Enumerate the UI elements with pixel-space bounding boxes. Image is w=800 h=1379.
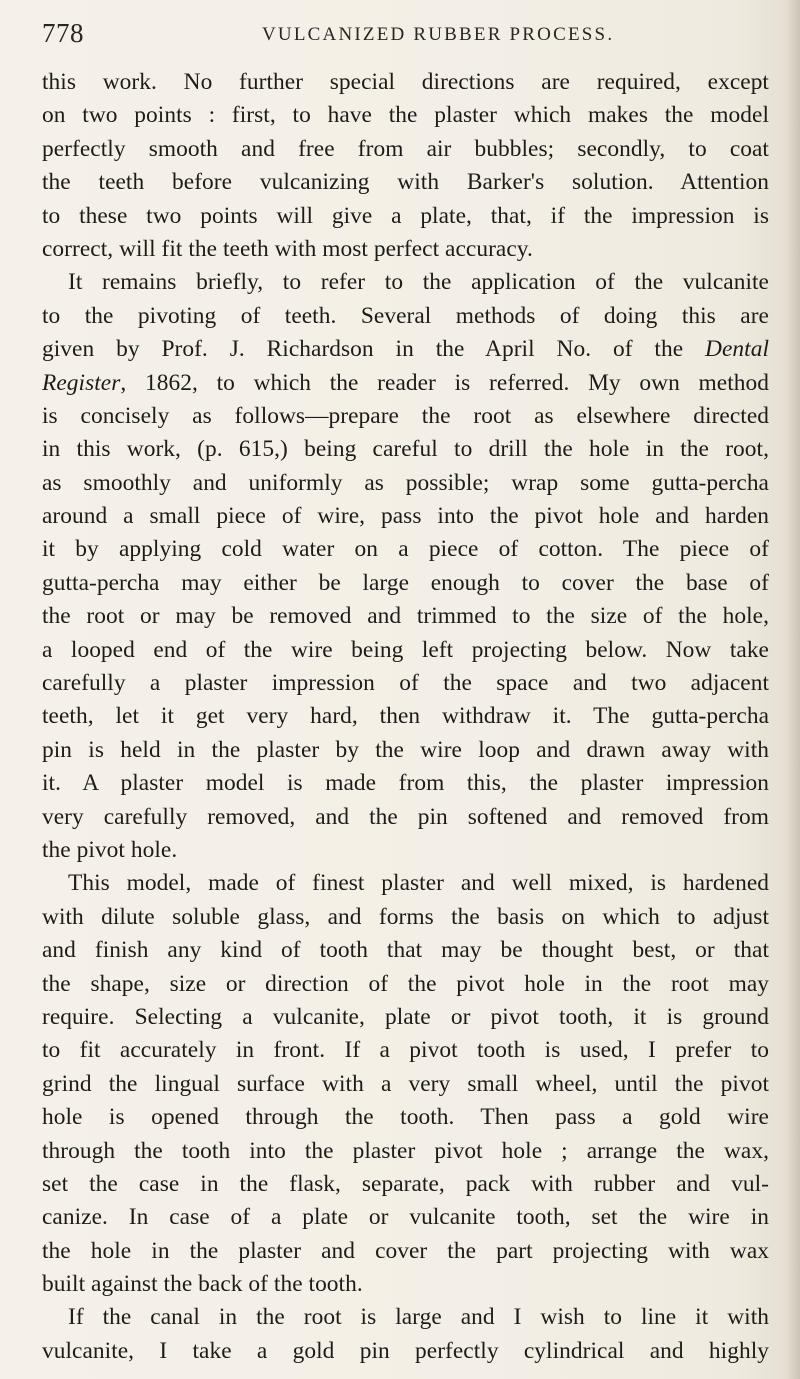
text-line: in this work, (p. 615,) being careful to drill the hole in the root,: [42, 436, 769, 463]
text-line: require. Selecting a vulcanite, plate or pivot tooth, it is ground: [42, 1003, 769, 1030]
text-line: the root or may be removed and trimmed to the size of the hole,: [42, 603, 769, 630]
text-line: very carefully removed, and the pin softened and removed from: [42, 803, 769, 830]
text-line: through the tooth into the plaster pivot hole ; arrange the wax,: [42, 1137, 769, 1164]
text-line: this work. No further special directions are required, except: [42, 69, 769, 95]
text-line: a looped end of the wire being left projecting below. Now take: [42, 636, 769, 663]
text-line: as smoothly and uniformly as possible; wrap some gutta-percha: [42, 469, 769, 496]
text-line: set the case in the flask, separate, pack with rubber and vul-: [42, 1170, 769, 1197]
text-line: It remains briefly, to refer to the application of the vulcanite: [68, 269, 769, 296]
paragraph: [42, 1301, 769, 1368]
text-line: teeth, let it get very hard, then withdraw it. The gutta-percha: [42, 703, 769, 730]
text-line: hole is opened through the tooth. Then pass a gold wire: [42, 1104, 769, 1131]
paragraph: [42, 867, 769, 1301]
page-edge-shadow: [786, 0, 800, 1379]
running-head: VULCANIZED RUBBER PROCESS.: [262, 24, 615, 45]
text-line: to these two points will give a plate, that, if the impression is: [42, 202, 769, 229]
text-line: the hole in the plaster and cover the part projecting with wax: [42, 1237, 769, 1264]
text-line: the teeth before vulcanizing with Barker's solution. Attention: [42, 169, 769, 196]
text-line: carefully a plaster impression of the space and two adjacent: [42, 670, 769, 697]
text-line: Register, 1862, to which the reader is referred. My own method: [42, 369, 769, 396]
text-line: canize. In case of a plate or vulcanite tooth, set the wire in: [42, 1204, 769, 1231]
text-line: gutta-percha may either be large enough to cover the base of: [42, 569, 769, 596]
text-line: and finish any kind of tooth that may be thought best, or that: [42, 937, 769, 964]
body-text: [42, 66, 769, 1368]
text-line: to fit accurately in front. If a pivot tooth is used, I prefer to: [42, 1037, 769, 1064]
text-line: vulcanite, I take a gold pin perfectly cylindrical and highly: [42, 1337, 769, 1364]
text-line: it by applying cold water on a piece of cotton. The piece of: [42, 536, 769, 563]
text-line: pin is held in the plaster by the wire loop and drawn away with: [42, 736, 769, 763]
page-number: 778: [42, 18, 84, 48]
text-line: it. A plaster model is made from this, the plaster impression: [42, 770, 769, 797]
text-line: is concisely as follows—prepare the root as elsewhere directed: [42, 402, 769, 429]
text-line: grind the lingual surface with a very small wheel, until the pivot: [42, 1070, 769, 1097]
text-line: If the canal in the root is large and I wish to line it with: [68, 1304, 769, 1331]
text-line: the pivot hole.: [42, 836, 178, 863]
text-line: given by Prof. J. Richardson in the April No. of the Dental: [42, 336, 769, 363]
text-line: the shape, size or direction of the pivot hole in the root may: [42, 970, 769, 997]
text-line: with dilute soluble glass, and forms the basis on which to adjust: [42, 903, 769, 930]
page-header: [42, 18, 762, 52]
text-line: perfectly smooth and free from air bubbles; secondly, to coat: [42, 135, 769, 162]
text-line: around a small piece of wire, pass into the pivot hole and harden: [42, 503, 769, 530]
text-line: correct, will fit the teeth with most perfect accuracy.: [42, 235, 533, 262]
paragraph: [42, 266, 769, 867]
text-line: to the pivoting of teeth. Several methods of doing this are: [42, 302, 769, 329]
text-line: This model, made of finest plaster and well mixed, is hardened: [68, 870, 769, 897]
text-line: built against the back of the tooth.: [42, 1271, 363, 1298]
text-line: on two points : first, to have the plaster which makes the model: [42, 102, 769, 129]
paragraph: [42, 66, 769, 266]
